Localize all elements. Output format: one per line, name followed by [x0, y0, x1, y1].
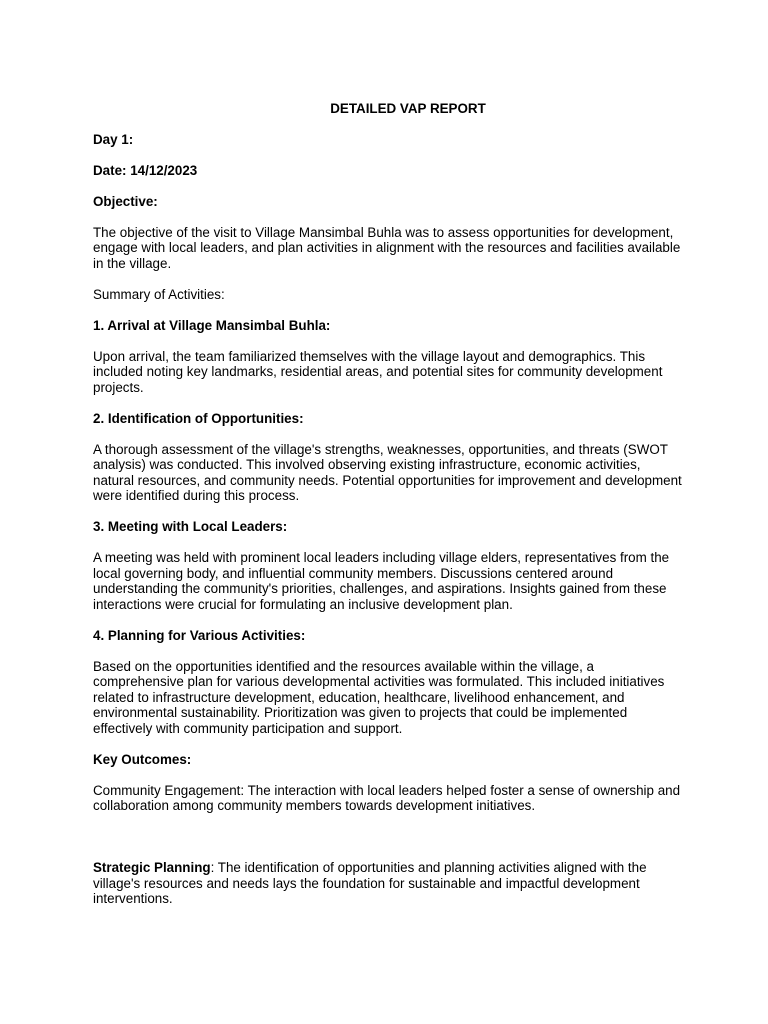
document-body	[93, 101, 683, 922]
section-2-text: A thorough assessment of the village's strengths, weaknesses, opportunities, and threats (SWOT analysis) was conducted. This involved observing existing infrastructure, economic activities, natural resources, and community needs. Potential opportunities for improvement and development were identified during this process.	[93, 441, 682, 503]
section-4-text: Based on the opportunities identified and the resources available within the village, a comprehensive plan for various developmental activities was formulated. This included initiatives related to infrastructure development, education, healthcare, livelihood enhancement, and environmental sustainability. Prioritization was given to projects that could be implemented effectively with community participation and support.	[93, 658, 665, 736]
outcome-community-engagement: Community Engagement: The interaction with local leaders helped foster a sense of ownership and collaboration among community members towards development initiatives.	[93, 782, 681, 813]
strategic-planning-text: : The identification of opportunities and planning activities aligned with the village's resources and needs lays the foundation for sustainable and impactful development interventions.	[93, 860, 647, 906]
objective-text: The objective of the visit to Village Mansimbal Buhla was to assess opportunities for development, engage with local leaders, and plan activities in alignment with the resources and facilities available in the village.	[93, 224, 681, 271]
section-3-text: A meeting was held with prominent local leaders including village elders, representatives from the local governing body, and influential community members. Discussions centered around understanding the community's priorities, challenges, and aspirations. Insights gained from these interactions were crucial for formulating an inclusive development plan.	[93, 550, 670, 612]
outcome-strategic-planning	[93, 860, 683, 907]
section-1-heading: 1. Arrival at Village Mansimbal Buhla:	[93, 317, 331, 333]
outcomes-heading: Key Outcomes:	[93, 751, 192, 767]
section-3-heading: 3. Meeting with Local Leaders:	[93, 519, 288, 534]
document-title: DETAILED VAP REPORT	[330, 101, 486, 116]
section-1-text: Upon arrival, the team familiarized themselves with the village layout and demographics. This included noting key landmarks, residential areas, and potential sites for community development projects.	[93, 348, 663, 395]
strategic-planning-label: Strategic Planning	[93, 860, 211, 875]
section-2-heading: 2. Identification of Opportunities:	[93, 410, 304, 426]
day-label: Day 1:	[93, 131, 134, 147]
summary-heading: Summary of Activities:	[93, 286, 225, 302]
date-label: Date: 14/12/2023	[93, 162, 198, 178]
objective-heading: Objective:	[93, 193, 158, 209]
section-4-heading: 4. Planning for Various Activities:	[93, 627, 306, 643]
blank-gap	[93, 829, 683, 860]
